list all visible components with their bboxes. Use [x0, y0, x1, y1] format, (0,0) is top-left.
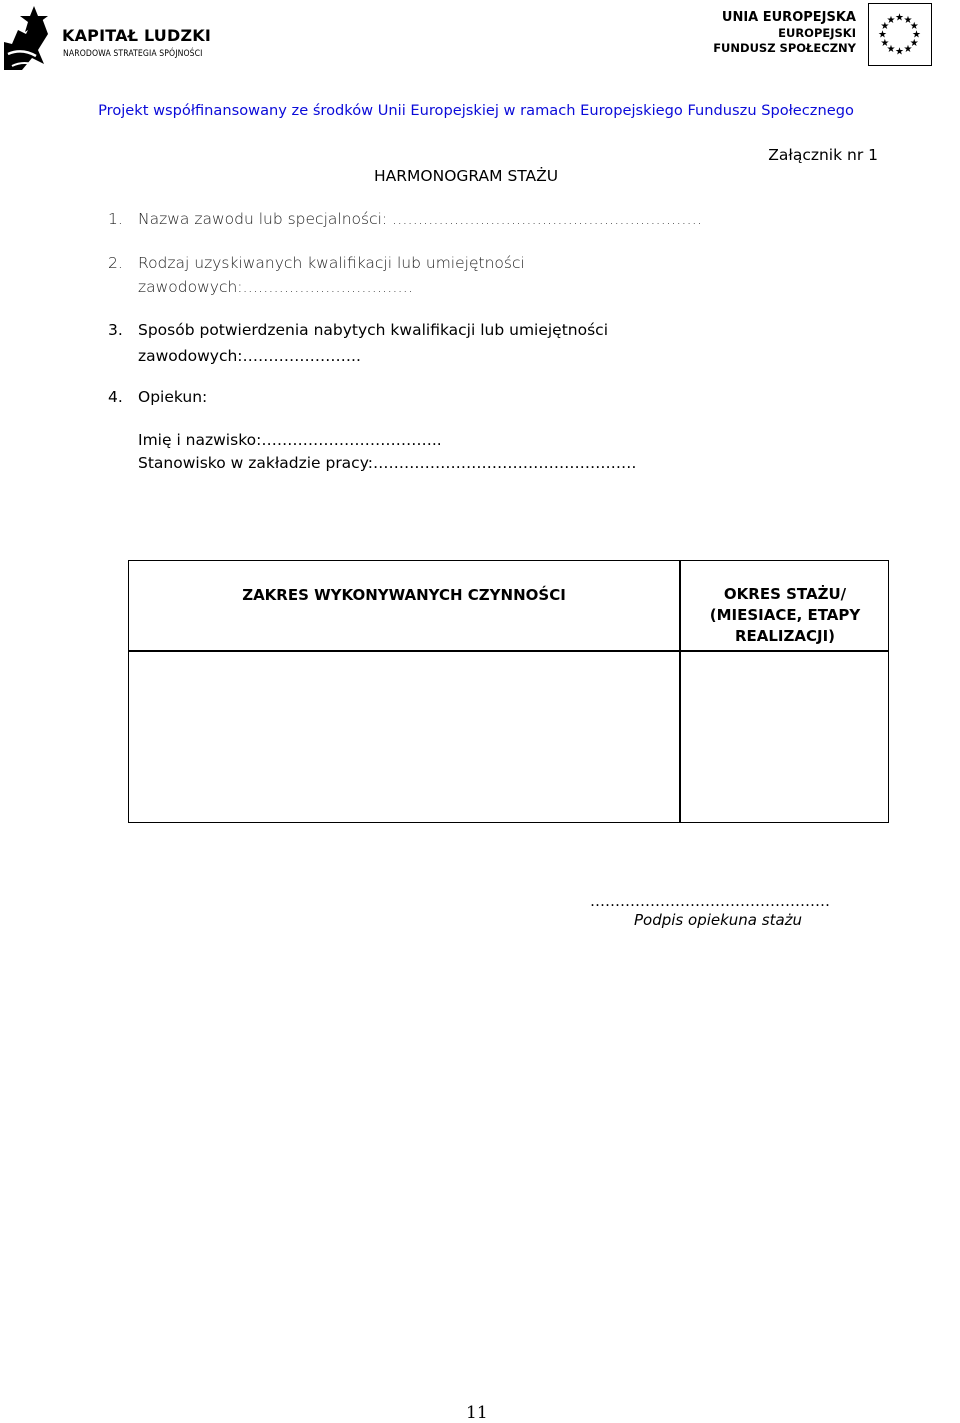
kapital-ludzki-subtitle: NARODOWA STRATEGIA SPÓJNOŚCI [63, 49, 203, 59]
document-title: HARMONOGRAM STAŻU [374, 167, 559, 185]
eu-logo-text [713, 10, 856, 56]
table-header-period [681, 584, 889, 647]
kapital-ludzki-title: KAPITAŁ LUDZKI [62, 26, 212, 45]
item-2-text-line1: Rodzaj uzyskiwanych kwalifikacji lub umiejętności [138, 254, 525, 272]
eu-star-icon: ★ [909, 21, 919, 32]
eu-star-icon: ★ [903, 14, 913, 26]
item-1-text: Nazwa zawodu lub specjalności: …………………………………………………… [138, 210, 703, 228]
table-cell-scope[interactable] [129, 652, 679, 822]
table-header-period-line1: OKRES STAŻU/ [723, 585, 847, 603]
item-2-number: 2. [108, 254, 123, 272]
project-cofinancing-line: Projekt współfinansowany ze środków Unii Europejskiej w ramach Europejskiego Funduszu Społecznego [98, 102, 854, 119]
table-header-period-line3: REALIZACJI) [734, 627, 836, 645]
opiekun-position-line: Stanowisko w zakładzie pracy:…………………………………………… [138, 454, 637, 472]
opiekun-name-line: Imię i nazwisko:…………………………….. [138, 431, 442, 449]
item-3-text-line2: zawodowych:………………….. [138, 347, 361, 365]
item-3-number: 3. [108, 321, 123, 339]
item-4-number: 4. [108, 388, 123, 406]
table-cell-period[interactable] [681, 652, 888, 822]
kapital-ludzki-logo-icon [2, 4, 54, 72]
eu-line1: UNIA EUROPEJSKA [721, 10, 856, 25]
eu-flag-icon [868, 3, 932, 66]
kapital-ludzki-logo [2, 4, 232, 72]
item-3-text-line1: Sposób potwierdzenia nabytych kwalifikacji lub umiejętności [138, 321, 609, 339]
schedule-table [128, 560, 889, 823]
eu-star-icon: ★ [878, 29, 887, 41]
eu-star-icon: ★ [886, 44, 896, 56]
eu-line3: FUNDUSZ SPOŁECZNY [713, 41, 856, 55]
signature-label: Podpis opiekuna stażu [634, 911, 803, 929]
item-2-text-line2: zawodowych:…………………………… [138, 278, 414, 296]
item-4-text: Opiekun: [138, 388, 208, 406]
signature-line: ………………………………………… [590, 892, 830, 910]
item-1-number: 1. [108, 210, 123, 228]
eu-star-icon: ★ [909, 38, 919, 49]
eu-star-icon: ★ [912, 29, 921, 41]
page-number: 11 [466, 1403, 488, 1423]
table-header-scope: ZAKRES WYKONYWANYCH CZYNNOŚCI [242, 586, 566, 604]
eu-star-icon: ★ [880, 21, 890, 32]
eu-star-icon: ★ [895, 46, 904, 58]
attachment-label: Załącznik nr 1 [768, 146, 878, 164]
eu-line2: EUROPEJSKI [778, 26, 856, 40]
eu-star-icon: ★ [880, 38, 890, 49]
eu-star-icon: ★ [886, 14, 896, 26]
eu-star-icon: ★ [895, 12, 904, 24]
eu-star-icon: ★ [903, 44, 913, 56]
table-header-period-line2: (MIESIACE, ETAPY [709, 606, 861, 624]
